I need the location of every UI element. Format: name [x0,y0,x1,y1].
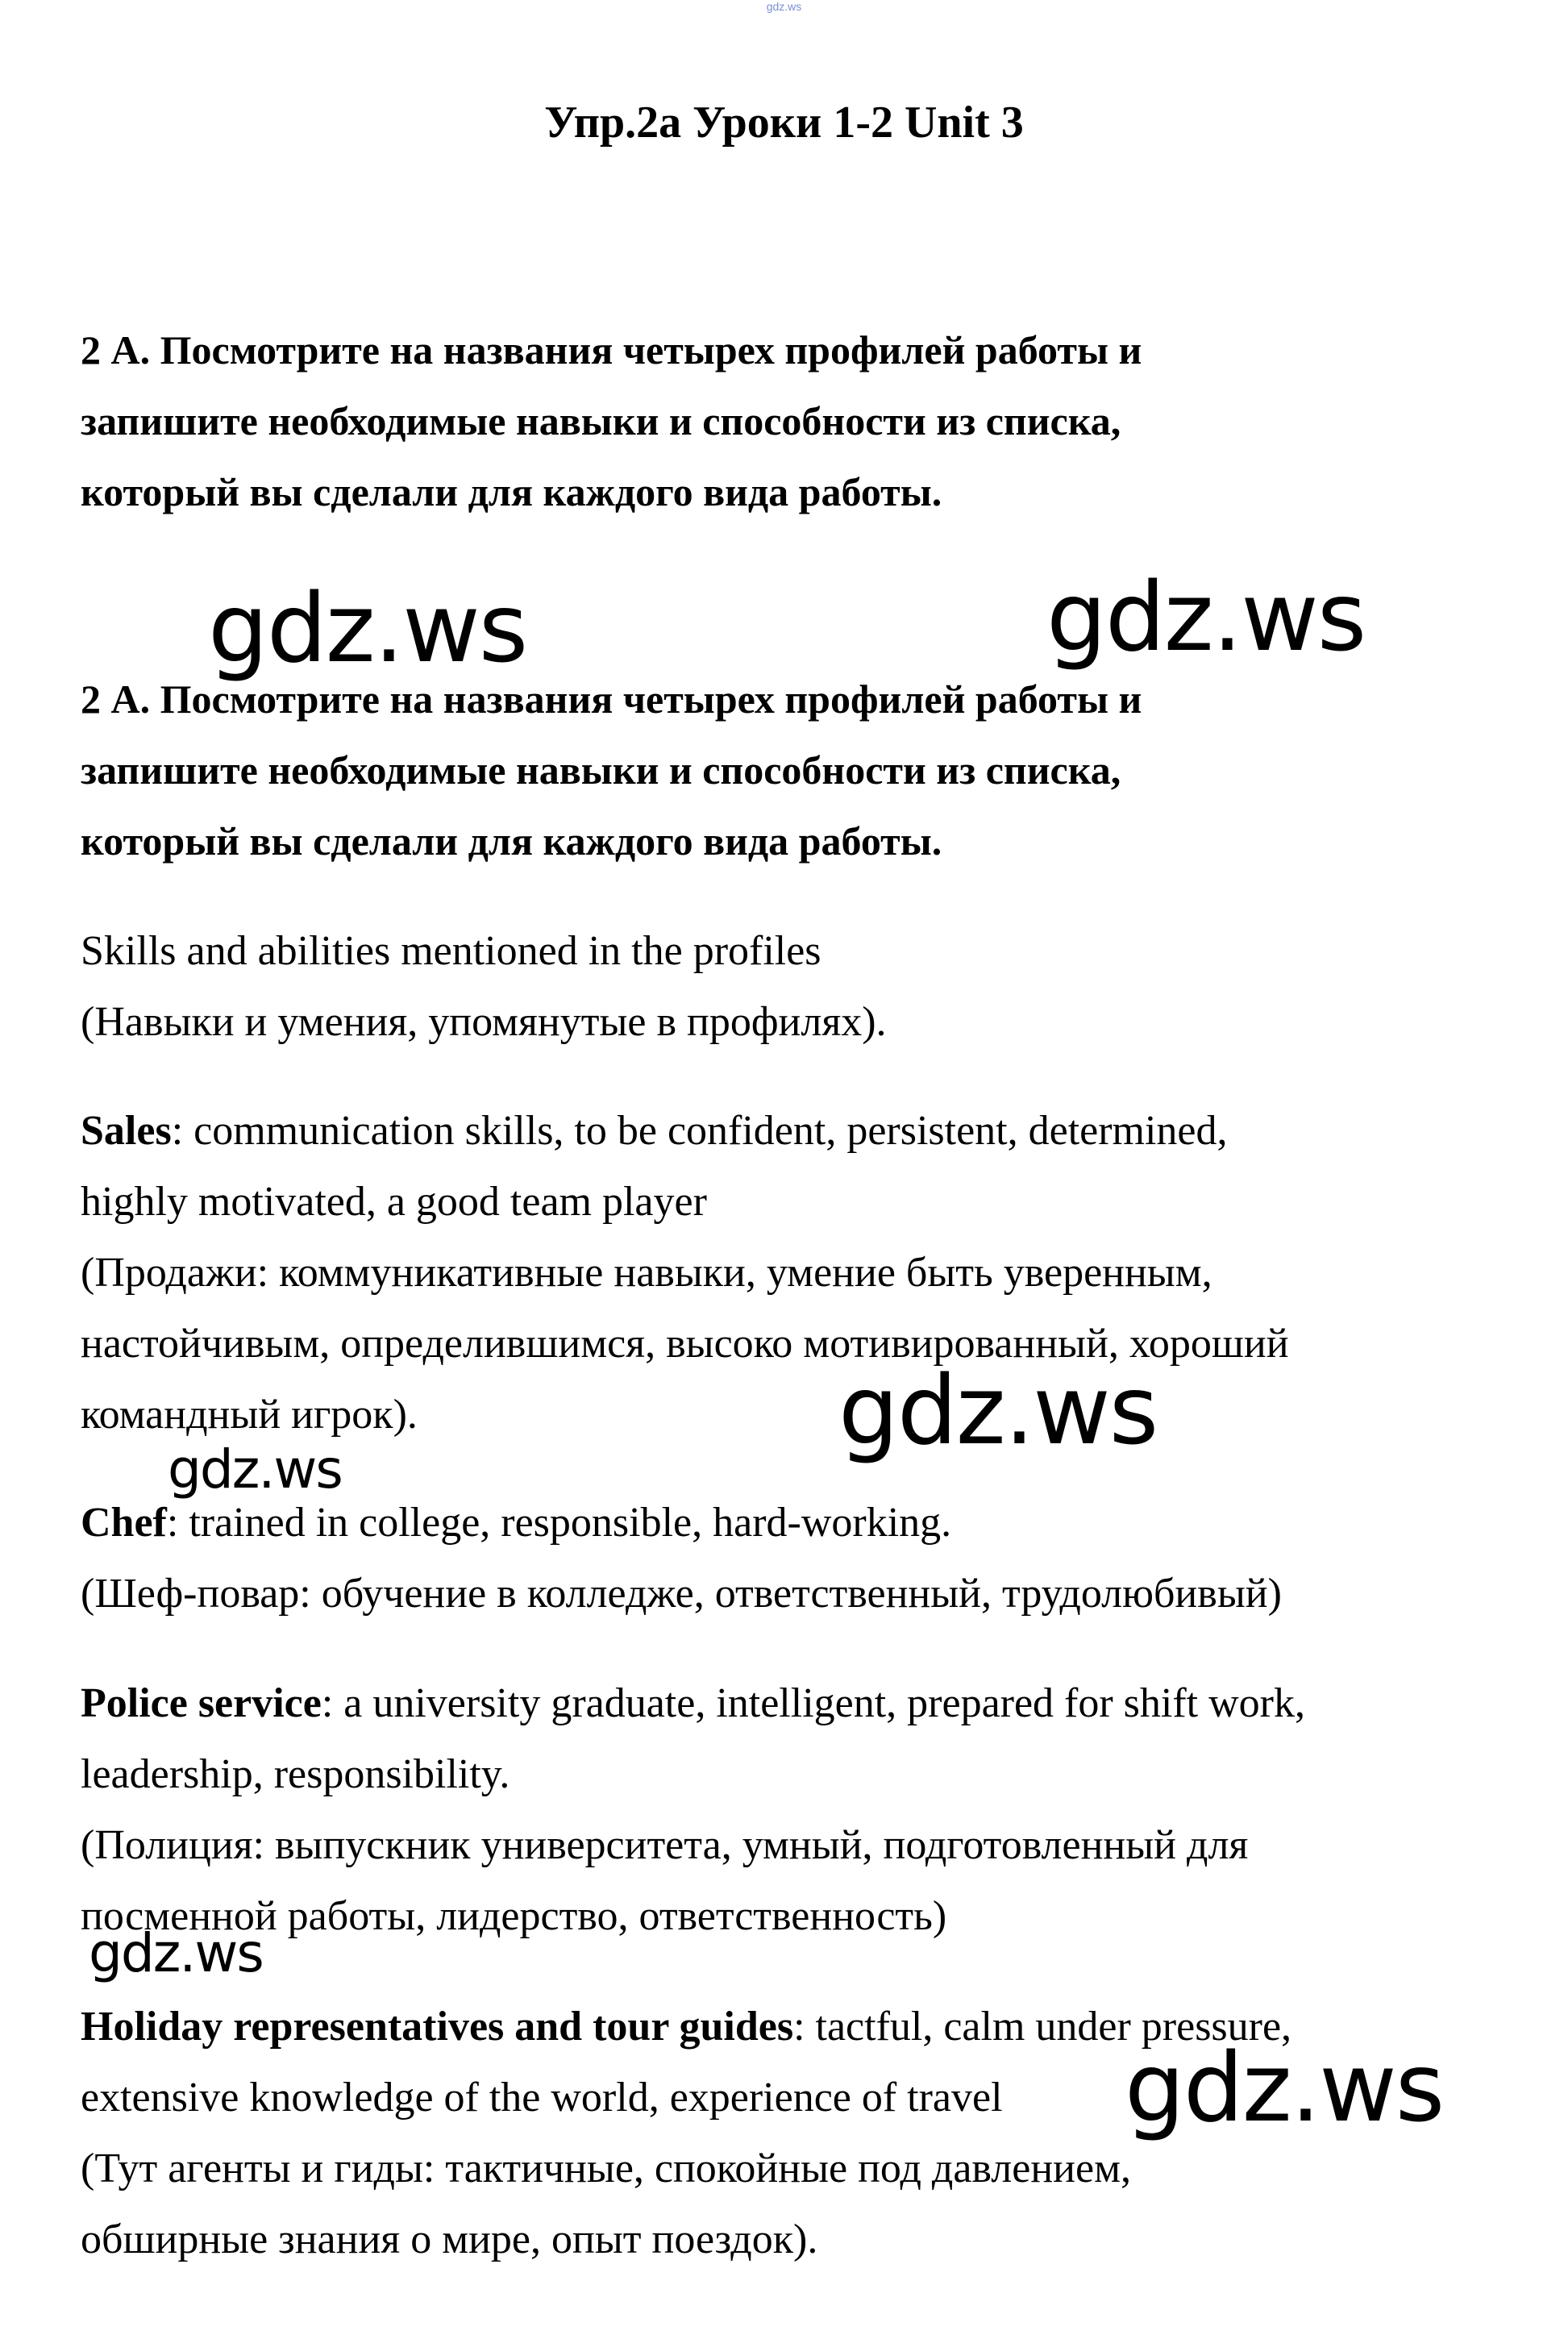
sales-line [81,1096,1548,1167]
holiday-line: (Тут агенты и гиды: тактичные, спокойные под давлением, [81,2146,1131,2191]
task-line: запишите необходимые навыки и способности из списка, [81,398,1121,443]
task-line: 2 А. Посмотрите на названия четырех профилей работы и [81,327,1142,373]
police-paragraph [81,1668,1548,1952]
police-text: : a university graduate, intelligent, prepared for shift work, [321,1680,1305,1726]
sales-text: : communication skills, to be confident, persistent, determined, [171,1108,1228,1154]
task-statement-repeat [81,664,1499,876]
sales-line: настойчивым, определившимся, высоко мотивированный, хороший [81,1321,1289,1367]
holiday-text: : tactful, calm under pressure, [793,2004,1292,2050]
intro-line: (Навыки и умения, упомянутые в профилях). [81,999,887,1045]
police-line [81,1668,1548,1739]
chef-label: Chef [81,1500,167,1546]
holiday-label: Holiday representatives and tour guides [81,2004,794,2050]
sales-line: highly motivated, a good team player [81,1179,707,1225]
intro-line: Skills and abilities mentioned in the profiles [81,928,821,974]
task-line: запишите необходимые навыки и способности из списка, [81,747,1121,793]
watermark: gdz.ws [1125,2032,1444,2143]
police-line: leadership, responsibility. [81,1751,510,1797]
watermark: gdz.ws [1046,561,1366,672]
sales-line: (Продажи: коммуникативные навыки, умение быть уверенным, [81,1250,1212,1296]
chef-text: : trained in college, responsible, hard-working. [166,1500,952,1546]
chef-line: (Шеф-повар: обучение в колледже, ответственный, трудолюбивый) [81,1571,1282,1617]
sales-line: командный игрок). [81,1392,418,1438]
police-line: посменной работы, лидерство, ответственность) [81,1893,947,1939]
chef-paragraph [81,1488,1548,1630]
watermark: gdz.ws [838,1355,1158,1466]
watermark: gdz.ws [89,1922,263,1984]
task-statement [81,314,1499,527]
intro-paragraph [81,916,1548,1058]
page-title: Упр.2а Уроки 1-2 Unit 3 [544,98,1024,148]
sales-label: Sales [81,1108,172,1154]
task-line: 2 А. Посмотрите на названия четырех профилей работы и [81,676,1142,722]
holiday-line: обширные знания о мире, опыт поездок). [81,2216,818,2262]
sales-paragraph [81,1096,1548,1451]
holiday-line: extensive knowledge of the world, experience of travel [81,2075,1003,2121]
watermark: gdz.ws [168,1438,342,1500]
police-line: (Полиция: выпускник университета, умный, подготовленный для [81,1822,1249,1868]
watermark: gdz.ws [208,572,527,684]
police-label: Police service [81,1680,322,1726]
header-watermark: gdz.ws [766,0,802,13]
task-line: который вы сделали для каждого вида работы. [81,469,942,514]
task-line: который вы сделали для каждого вида работы. [81,818,942,864]
